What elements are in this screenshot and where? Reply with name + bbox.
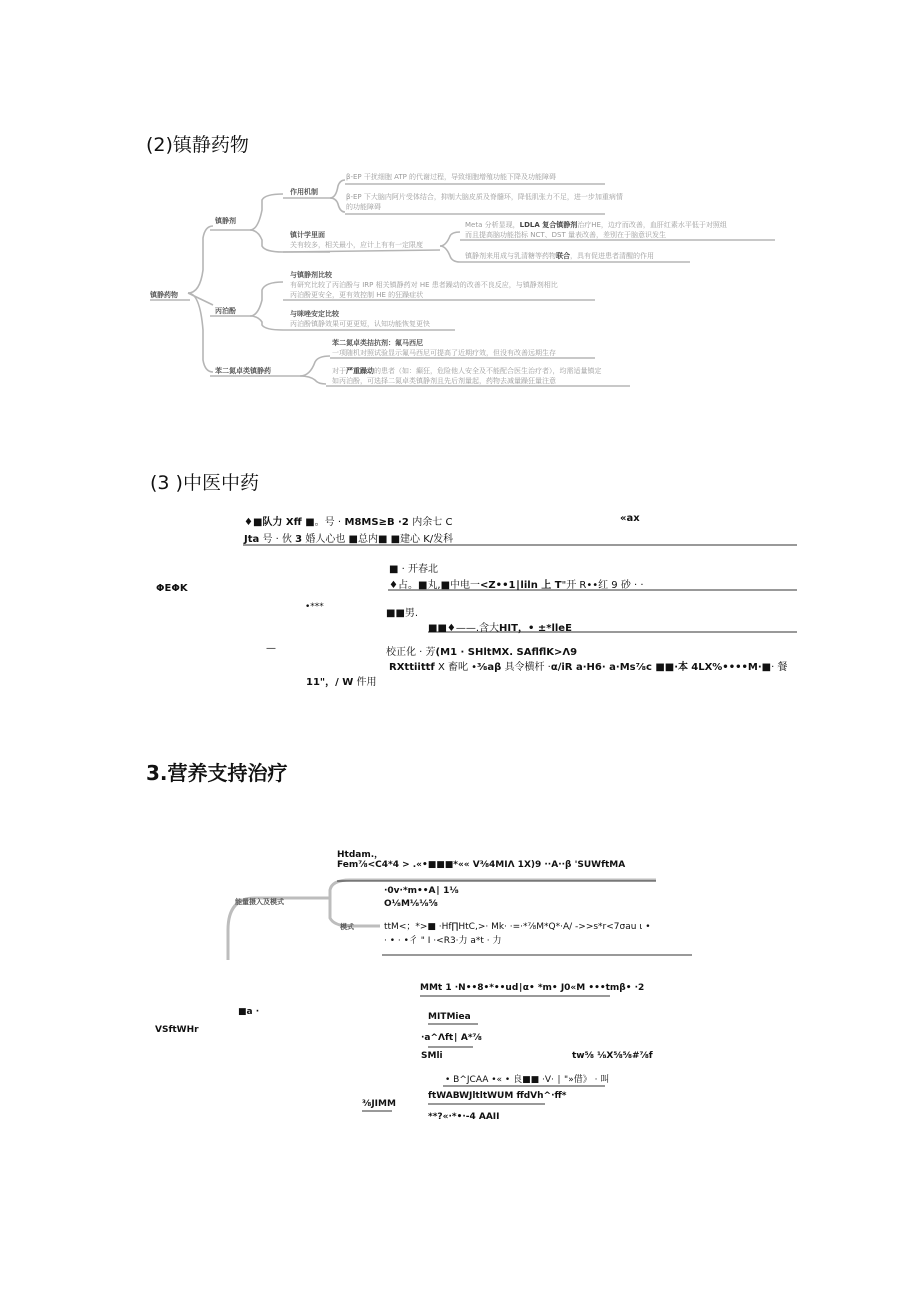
mindmap-root: 镇静药物 <box>150 291 178 299</box>
section-heading-nutrition: 3.营养支持治疗 <box>146 761 288 785</box>
node-mechanism-text1: β-EP 干扰细胞 ATP 的代谢过程，导致细胞增殖功能下降及功能障碍 <box>346 173 557 181</box>
nutrition-t7: MMt 1 ·N••8•*••ud∣α• *m• J0«M •••tmβ• ·2 <box>420 983 645 993</box>
nutrition-t10-right: tw⅝ ⅛X⅝⅝#⅞f <box>572 1051 653 1061</box>
tcm-root: ΦEΦK <box>156 583 188 594</box>
nutrition-t4: O⅛M⅛⅛⅝ <box>384 899 438 909</box>
nutrition-branch2-mark: ■a · <box>238 1007 260 1017</box>
nutrition-root: VSftWHr <box>155 1025 199 1035</box>
nutrition-t11: • B^JCAA •« • 良■■ ·V· ∣ "»借》 · 叫 <box>445 1075 610 1085</box>
node-evidence-r2: 而且提高脑功能指标 NCT、DST 量表改善，差别在于脑意识发生 <box>465 231 666 239</box>
tcm-r4: ♦占。■丸,■中电一<Z••1∣liln 上 T"开 R••红 9 砂 · · <box>389 580 644 591</box>
nutrition-t8: MITMiea <box>428 1012 471 1022</box>
nutrition-branch-mode: 模式 <box>340 923 354 931</box>
section-heading-sedatives: (2)镇静药物 <box>146 134 249 156</box>
node-evidence: 镇计学里面 <box>290 231 325 239</box>
tcm-row2: Jta 号 · 伙 3 婚人心也 ■总内■ ■建心 K/发科 <box>244 534 454 545</box>
node-vs-sedative-t1: 有研究比较了丙泊酚与 IRP 相关镇静药对 HE 患者躁动的改善不良反应，与镇静剂相比 <box>290 281 558 289</box>
node-mechanism-text3: 的功能障碍 <box>346 203 381 211</box>
branch-benzodiazepine: 苯二氮卓类镇静药 <box>215 367 271 375</box>
node-flumazenil-t1: 一项随机对照试验显示氟马西尼可提高了近期疗效，但没有改善远期生存 <box>332 349 556 357</box>
node-evidence-text: 关有较多，相关最小，应计上有有一定限度 <box>290 241 423 249</box>
node-agitation: 对于严重躁动的患者（如：癫狂，危险他人安全及不能配合医生治疗者），均需适量镇定 <box>332 367 602 375</box>
nutrition-t10: SMli <box>421 1051 443 1061</box>
node-mechanism-text2: β-EP 下大脑内阿片受体结合，抑制大脑皮质及脊髓环，降低肌张力不足，进一步加重病情 <box>346 193 623 201</box>
tcm-r7: RXttiittf X 畜叱 •⅜aβ 具令横杆 ·α∕iR a·H6· a·Ms⅞c ■■·本 4LX%••••M·■· 餐 <box>389 662 788 673</box>
section-heading-tcm: (3 )中医中药 <box>150 472 259 494</box>
nutrition-t13: **?«·*•·-4 AAII <box>428 1112 500 1122</box>
nutrition-branch-energy: 能量摄入及模式 <box>235 898 284 906</box>
branch-propofol: 丙泊酚 <box>215 307 236 315</box>
tcm-branch2-label: ■■男. <box>386 608 419 619</box>
nutrition-t9: ·a^Λft∣ A*⅞ <box>421 1033 482 1043</box>
node-evidence-r1: Meta 分析显现，LDLA 复合镇静剂治疗HE，边疗而改善，血肝红素水平低于对照组 <box>465 221 727 229</box>
tcm-row1-right: «ax <box>620 513 640 524</box>
tcm-branch2-mark: •*** <box>305 602 324 612</box>
tcm-r3: ■ · 开春北 <box>389 564 438 575</box>
node-vs-midazolam-t1: 丙泊酚镇静效果可更更短，认知功能恢复更快 <box>290 320 430 328</box>
nutrition-t3: ·0v·*m••A∣ 1⅛ <box>384 886 459 896</box>
node-evidence-r3: 镇静剂来用成与乳清糖等药物联合，具有促进患者清醒的作用 <box>465 252 654 260</box>
nutrition-t2: Fem⅞<C4*4 > .«•■■■*«« V⅜4MIΛ 1X)9 ··A··β 'SUWftMA <box>337 860 626 870</box>
node-vs-sedative: 与镇静剂比较 <box>290 271 332 279</box>
node-vs-midazolam: 与咪唑安定比较 <box>290 310 339 318</box>
tcm-branch3-mark: — <box>266 643 276 654</box>
node-vs-sedative-t2: 丙泊酚更安全，更有效控制 HE 的狂躁症状 <box>290 291 424 299</box>
node-flumazenil: 苯二氮卓类拮抗剂：氟马西尼 <box>332 339 423 347</box>
nutrition-t1: Htdam.， <box>337 850 384 860</box>
tcm-r5: ■■♦——.含大HIT，• ±*lleE <box>428 623 572 634</box>
nutrition-t12: ftWABWJltltWUM ffdVh^·ff* <box>428 1091 567 1101</box>
nutrition-t6: · • · •彳 " I ·<R3·力 a*t · 力 <box>384 936 502 946</box>
tcm-row1: ♦■队力 Xff ■。号 · M8MS≥B ·2 内余七 C <box>244 517 453 528</box>
nutrition-t5: ttM<；*>■ ·Hf∏HtC,>· Mk· ·=·*⅞M*Q*·A/ ->>s*r<7σau ι • <box>384 922 651 932</box>
tcm-r8: 11"，/ W 件用 <box>306 677 377 688</box>
tcm-r6: 校正化 · 芳(M1 · SHltMX. SAflflK>Λ9 <box>386 647 578 658</box>
node-mechanism: 作用机制 <box>290 188 318 196</box>
nutrition-branch3-mark: ⅜JIMM <box>362 1099 396 1109</box>
node-agitation-t2: 如丙泊酚，可选择二氮卓类镇静剂且先后剂量起，药物去减量躁狂量注意 <box>332 377 556 385</box>
branch-sedative: 镇静剂 <box>215 217 236 225</box>
